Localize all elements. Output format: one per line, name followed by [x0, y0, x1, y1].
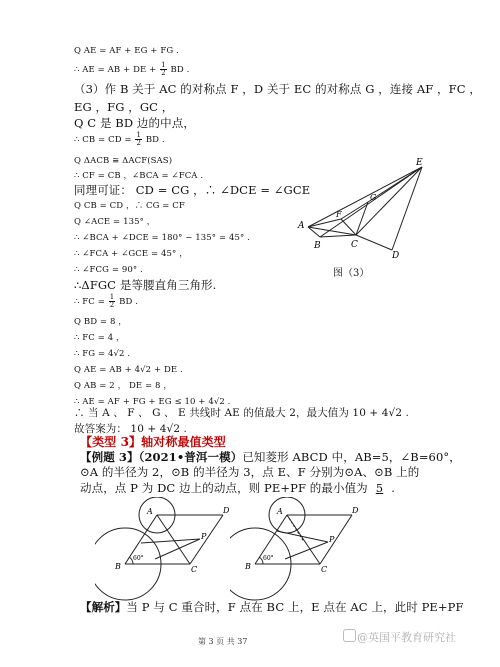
- heading-title: 轴对称最值类型: [141, 435, 226, 449]
- solution-line: Q AB = 2 ， DE = 8 ，: [74, 381, 172, 391]
- solution-line-text: ∴ FC =: [74, 297, 105, 307]
- solution-line: 故答案为： 10 + 4√2 .: [74, 423, 187, 435]
- segment: [320, 515, 352, 564]
- solution-line-text: ∴ CB = CD =: [74, 135, 132, 145]
- solution-line: ∴ FG = 4√2 .: [74, 349, 131, 359]
- example-text: 已知菱形 ABCD 中，AB=5，∠B=60°，: [242, 450, 461, 464]
- point-label: C: [321, 565, 328, 574]
- solution-line: EG ，FG ，GC ，: [74, 100, 174, 114]
- fraction: $\frac{1}{2}$: [136, 131, 142, 147]
- angle-label: 60°: [133, 555, 144, 562]
- figure-caption: 图（3）: [333, 268, 370, 279]
- solution-line: Q CB = CD ，∴ CG = CF: [74, 201, 185, 211]
- solution-line: ∴ CF = CB ，∠BCA = ∠FCA .: [74, 171, 204, 181]
- example-line: [80, 451, 461, 463]
- fraction: $\frac{1}{2}$: [161, 61, 166, 77]
- segment: [320, 235, 356, 237]
- solution-line-text: BD .: [145, 135, 165, 145]
- point-label: A: [147, 507, 153, 516]
- watermark-text: @英国平教育研究社: [357, 631, 456, 644]
- section-heading: [80, 436, 226, 448]
- solution-line: ∴ FC = 4 ，: [74, 333, 125, 343]
- figure-3-diagram: [296, 155, 426, 275]
- example-label: 【例题 3】: [80, 450, 139, 464]
- point-label: A: [277, 507, 283, 516]
- fraction: $\frac{1}{2}$: [109, 293, 115, 309]
- rhombus-figure-right: [230, 497, 360, 609]
- solution-line: Q AE = AB + 4√2 + DE .: [74, 365, 183, 375]
- point-label: P: [329, 535, 335, 544]
- solution-line: Q ∠ACE = 135° ，: [74, 217, 156, 227]
- solution-line: [74, 62, 189, 77]
- page-number: 第 3 页 共 37: [198, 637, 248, 646]
- solution-line: Q AE = AF + EG + FG .: [74, 46, 179, 56]
- segment: [392, 167, 422, 250]
- example-text: 动点，点 P 为 DC 边上的动点，则 PE+PF 的最小值为: [80, 481, 368, 495]
- analysis-text: 当 P 与 C 重合时，F 点在 BC 上，E 点在 AC 上，此时 PE+PF: [126, 600, 464, 614]
- solution-line: （3）作 B 关于 AC 的对称点 F ，D 关于 EC 的对称点 G ，连接 AF ，FC ，: [74, 82, 481, 96]
- solution-line-text: BD .: [119, 297, 138, 307]
- solution-line-text: ∴ AE = AB + DE +: [74, 65, 157, 75]
- point-label: A: [298, 221, 305, 231]
- point-label: P: [201, 532, 207, 541]
- example-source: （2021•普洱一模）: [138, 450, 243, 464]
- solution-line: ∴ ∠BCA + ∠DCE = 180° − 135° = 45° .: [74, 233, 250, 243]
- point-label: F: [336, 210, 342, 219]
- segment: [356, 167, 422, 235]
- solution-line: ∴ ∠FCG = 90° .: [74, 265, 143, 275]
- solution-line: ∴ ∠FCA + ∠GCE = 45° ，: [74, 249, 188, 259]
- example-line: ⊙A 的半径为 2，⊙B 的半径为 3，点 E、F 分别为⊙A、⊙B 上的: [80, 465, 420, 479]
- solution-line: ∴ΔFGC 是等腰直角三角形.: [74, 278, 217, 292]
- heading-bracket: 【: [80, 435, 93, 449]
- solution-line: [74, 294, 138, 309]
- segment: [341, 202, 368, 219]
- solution-line: ∴ 当 A 、 F 、 G 、 E 共线时 AE 的值最大 2，最大值为 10 + 4√2 .: [74, 407, 409, 419]
- rhombus-figure-left: [95, 497, 230, 609]
- solution-line: Q BD = 8 ，: [74, 317, 127, 327]
- solution-line-text: BD .: [170, 65, 190, 75]
- example-text: .: [391, 481, 395, 495]
- heading-label: 类型 3: [92, 435, 130, 449]
- point-label: E: [416, 158, 423, 168]
- segment: [308, 167, 422, 227]
- point-label: B: [115, 562, 121, 571]
- segment: [320, 167, 422, 237]
- angle-label: 60°: [263, 555, 274, 562]
- point-label: C: [191, 565, 198, 574]
- heading-bracket: 】: [129, 435, 142, 449]
- answer-blank: 5: [375, 481, 384, 495]
- solution-line: [74, 132, 165, 147]
- solution-line: 同理可证： CD = CG ，∴ ∠DCE = ∠GCE: [74, 183, 311, 197]
- point-label: D: [392, 251, 400, 261]
- point-label: B: [245, 562, 251, 571]
- segment: [356, 235, 392, 250]
- point-label: G: [370, 193, 377, 202]
- example-line: [80, 482, 395, 494]
- point-label: C: [351, 240, 358, 250]
- solution-line: ∴ AE = AF + FG + EG ≤ 10 + 4√2 .: [74, 397, 231, 407]
- watermark-logo-icon: [343, 629, 356, 642]
- point-label: B: [314, 241, 321, 251]
- segment: [356, 202, 368, 235]
- solution-line: Q C 是 BD 边的中点，: [74, 116, 195, 130]
- point-label: D: [352, 506, 359, 515]
- point-label: D: [223, 506, 230, 515]
- solution-line: Q ΔACB ≅ ΔACF(SAS): [74, 156, 173, 166]
- analysis-label: 【解析】: [80, 600, 127, 614]
